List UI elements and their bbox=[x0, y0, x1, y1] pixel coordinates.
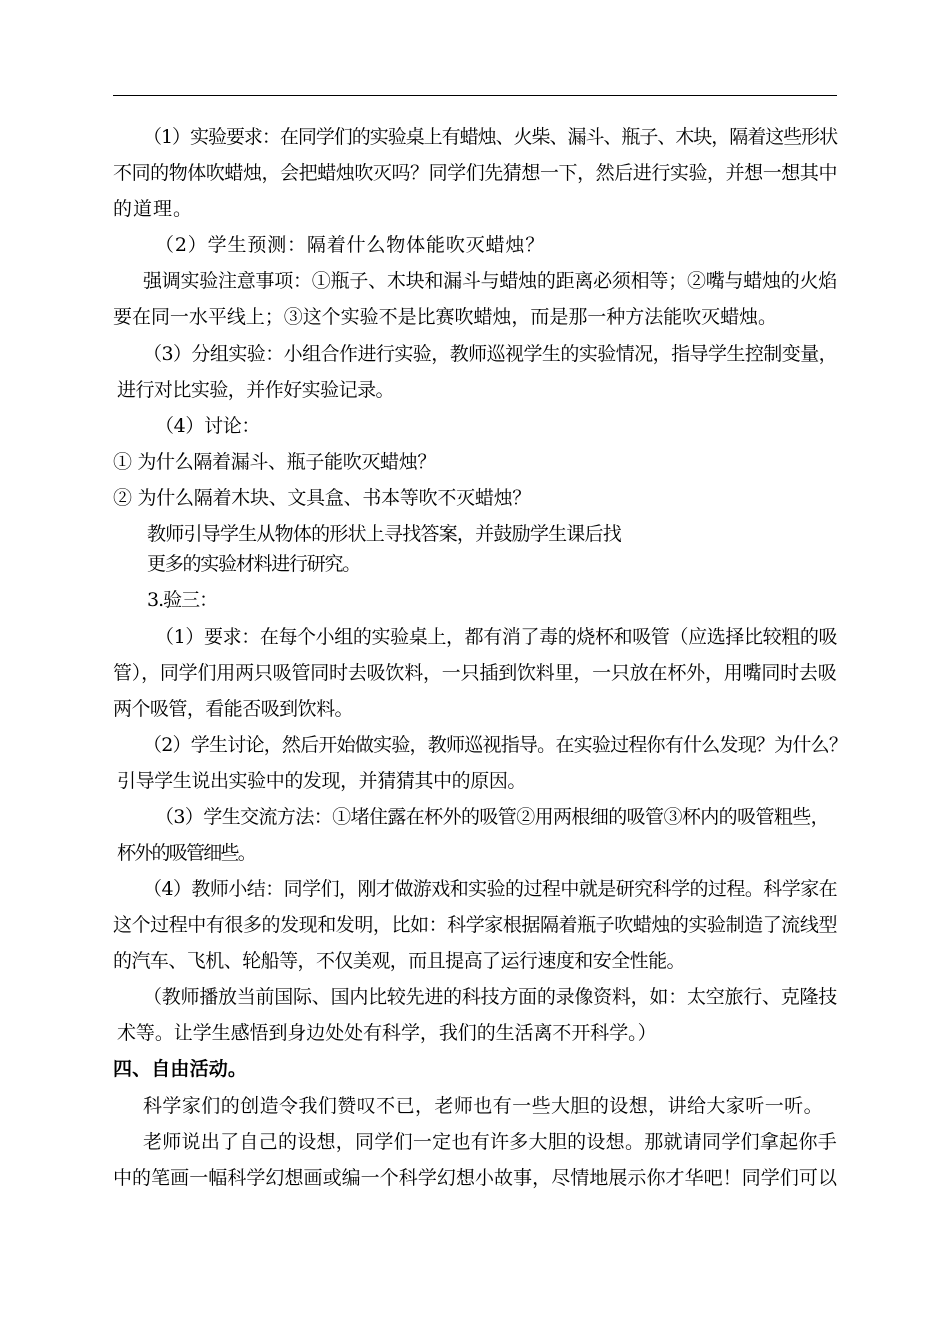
text-line: 的汽车、飞机、轮船等，不仅美观，而且提高了运行速度和安全性能。 bbox=[113, 950, 686, 972]
text-line: 强调实验注意事项：①瓶子、木块和漏斗与蜡烛的距离必须相等；②嘴与蜡烛的火焰 bbox=[143, 270, 838, 292]
text-line: （4）教师小结：同学们，刚才做游戏和实验的过程中就是研究科学的过程。科学家在 bbox=[143, 878, 838, 900]
text-line: （1）实验要求：在同学们的实验桌上有蜡烛、火柴、漏斗、瓶子、木块，隔着这些形状 bbox=[143, 126, 838, 148]
text-line: （1）要求：在每个小组的实验桌上，都有消了毒的烧杯和吸管（应选择比较粗的吸 bbox=[155, 626, 838, 648]
text-line: 术等。让学生感悟到身边处处有科学，我们的生活离不开科学。） bbox=[117, 1022, 657, 1044]
text-line: 这个过程中有很多的发现和发明，比如：科学家根据隔着瓶子吹蜡烛的实验制造了流线型 bbox=[113, 914, 838, 936]
text-line: 管），同学们用两只吸管同时去吸饮料，一只插到饮料里，一只放在杯外，用嘴同时去吸 bbox=[113, 662, 837, 684]
text-line: （2）学生预测：隔着什么物体能吹灭蜡烛？ bbox=[155, 234, 546, 256]
text-line: （3）学生交流方法：①堵住露在杯外的吸管②用两根细的吸管③杯内的吸管粗些， bbox=[155, 806, 830, 828]
text-line: 杯外的吸管细些。 bbox=[117, 842, 256, 864]
text-line: 进行对比实验，并作好实验记录。 bbox=[117, 379, 395, 401]
text-line: （2）学生讨论，然后开始做实验，教师巡视指导。在实验过程你有什么发现？为什么？ bbox=[143, 734, 848, 756]
text-line: 两个吸管，看能否吸到饮料。 bbox=[113, 698, 354, 720]
text-line: 老师说出了自己的设想，同学们一定也有许多大胆的设想。那就请同学们拿起你手 bbox=[143, 1131, 838, 1153]
text-line: 要在同一水平线上；③这个实验不是比赛吹蜡烛，而是那一种方法能吹灭蜡烛。 bbox=[113, 306, 778, 328]
text-line: 科学家们的创造令我们赞叹不已，老师也有一些大胆的设想，讲给大家听一听。 bbox=[143, 1095, 824, 1117]
text-line: 不同的物体吹蜡烛，会把蜡烛吹灭吗？同学们先猜想一下，然后进行实验，并想一想其中 bbox=[113, 162, 838, 184]
text-line: （4）讨论： bbox=[155, 415, 261, 437]
section-heading: 四、自由活动。 bbox=[113, 1058, 248, 1080]
text-line: ① 为什么隔着漏斗、瓶子能吹灭蜡烛？ bbox=[113, 451, 437, 473]
text-line: 3.验三： bbox=[147, 589, 218, 611]
text-line: 引导学生说出实验中的发现，并猜猜其中的原因。 bbox=[117, 770, 527, 792]
text-line: 中的笔画一幅科学幻想画或编一个科学幻想小故事，尽情地展示你才华吧！同学们可以 bbox=[113, 1167, 838, 1189]
text-line: （教师播放当前国际、国内比较先进的科技方面的录像资料，如：太空旅行、克隆技 bbox=[143, 986, 838, 1008]
header-rule bbox=[113, 95, 837, 96]
text-line: 的道理。 bbox=[113, 198, 194, 220]
text-line: 更多的实验材料进行研究。 bbox=[147, 553, 361, 575]
text-line: （3）分组实验：小组合作进行实验，教师巡视学生的实验情况，指导学生控制变量， bbox=[143, 343, 838, 365]
text-line: 教师引导学生从物体的形状上寻找答案，并鼓励学生课后找 bbox=[147, 523, 622, 545]
text-line: ② 为什么隔着木块、文具盒、书本等吹不灭蜡烛？ bbox=[113, 487, 532, 509]
